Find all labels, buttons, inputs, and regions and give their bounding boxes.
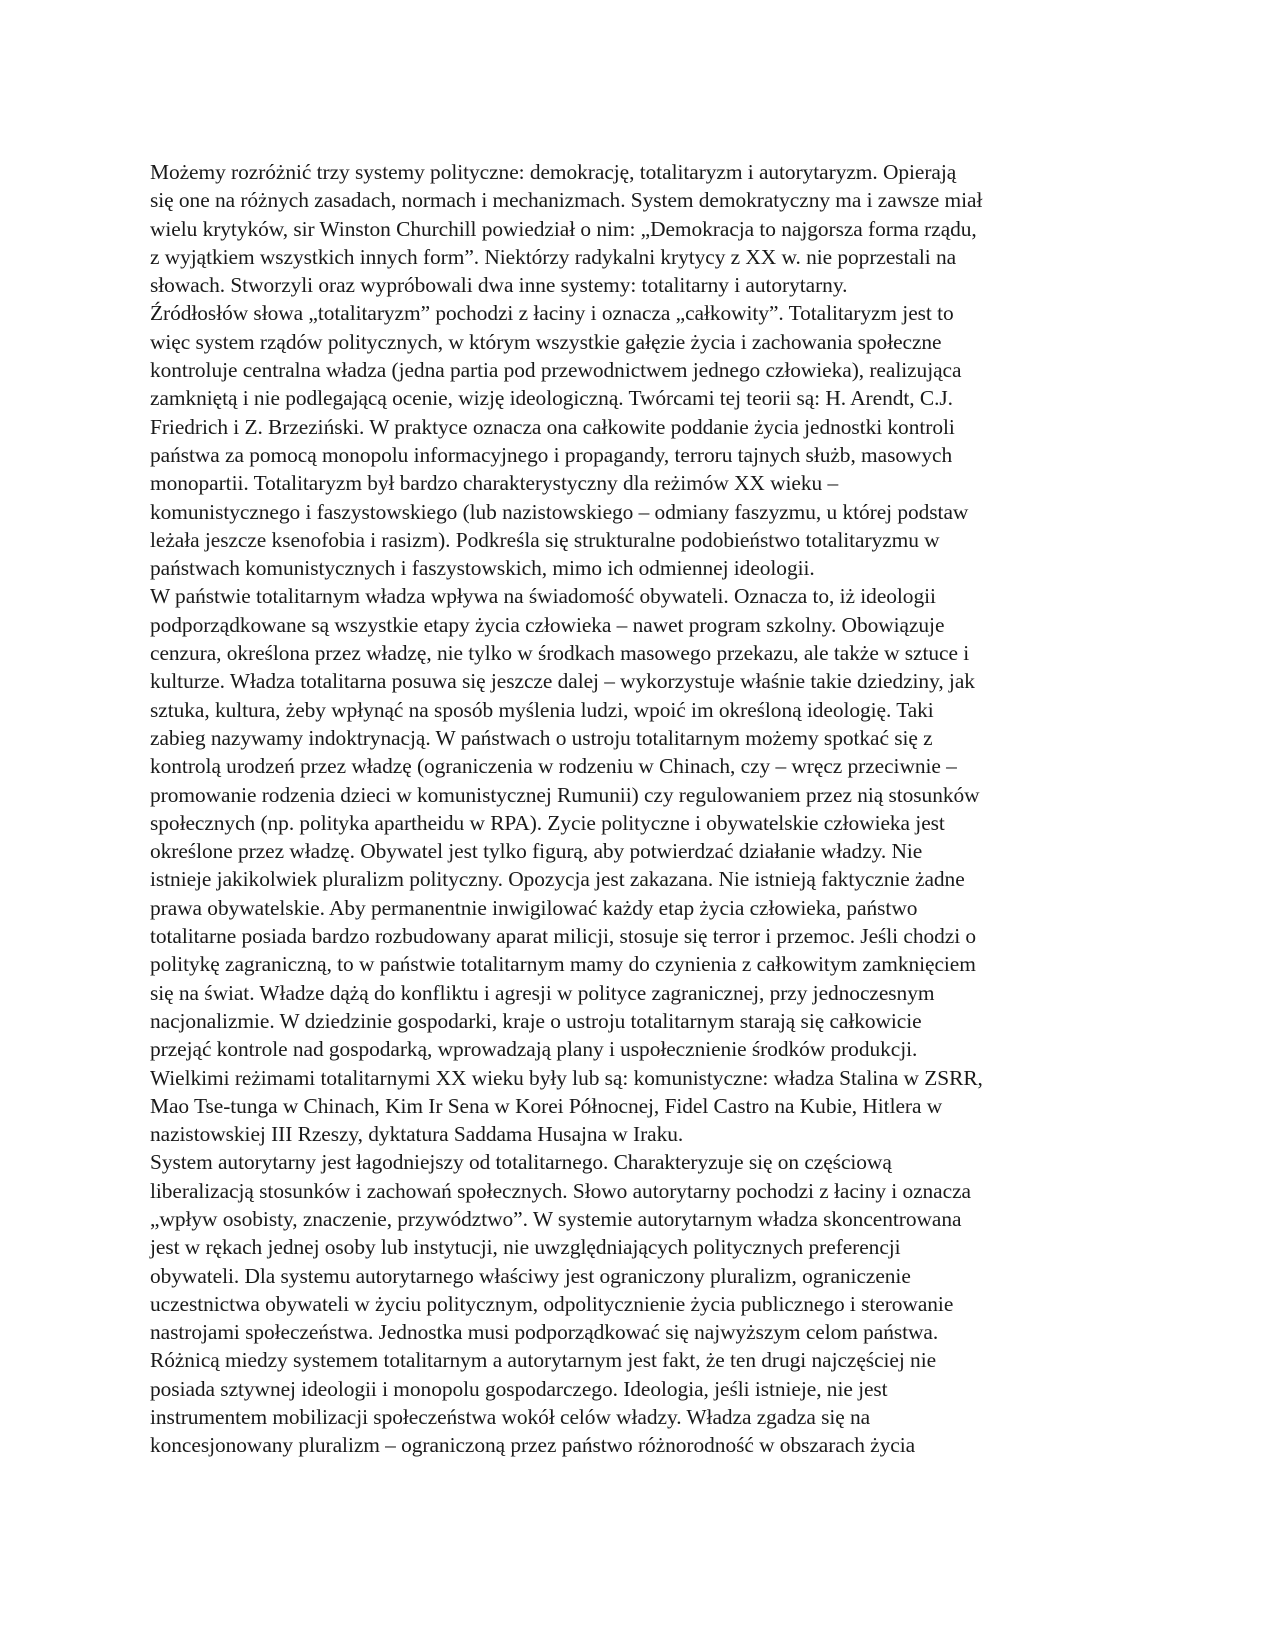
text-line: instrumentem mobilizacji społeczeństwa wokół celów władzy. Władza zgadza się na <box>150 1405 871 1430</box>
text-line: więc system rządów politycznych, w którym wszystkie gałęzie życia i zachowania społeczne <box>150 329 942 354</box>
text-line: W państwie totalitarnym władza wpływa na świadomość obywateli. Oznacza to, iż ideologii <box>150 584 936 609</box>
text-line: prawa obywatelskie. Aby permanentnie inwigilować każdy etap życia człowieka, państwo <box>150 895 918 920</box>
text-line: państwach komunistycznych i faszystowskich, mimo ich odmiennej ideologii. <box>150 556 815 581</box>
text-line: promowanie rodzenia dzieci w komunistycznej Rumunii) czy regulowaniem przez nią stosunków <box>150 782 980 807</box>
text-line: wielu krytyków, sir Winston Churchill powiedział o nim: „Demokracja to najgorsza forma rządu, <box>150 216 977 241</box>
text-line: obywateli. Dla systemu autorytarnego właściwy jest ograniczony pluralizm, ograniczenie <box>150 1263 911 1288</box>
text-line: zamkniętą i nie podlegającą ocenie, wizję ideologiczną. Twórcami tej teorii są: H. Arendt, C.J. <box>150 386 953 411</box>
text-line: określone przez władzę. Obywatel jest tylko figurą, aby potwierdzać działanie władzy. Nie <box>150 839 923 864</box>
text-line: kulturze. Władza totalitarna posuwa się jeszcze dalej – wykorzystuje właśnie takie dziedziny, jak <box>150 669 975 694</box>
text-line: Różnicą miedzy systemem totalitarnym a autorytarnym jest fakt, że ten drugi najczęściej nie <box>150 1348 937 1373</box>
text-line: przejąć kontrole nad gospodarką, wprowadzają plany i uspołecznienie środków produkcji. <box>150 1037 918 1062</box>
text-line: Mao Tse-tunga w Chinach, Kim Ir Sena w Korei Północnej, Fidel Castro na Kubie, Hitlera w <box>150 1093 943 1118</box>
text-line: nastrojami społeczeństwa. Jednostka musi podporządkować się najwyższym celom państwa. <box>150 1320 939 1345</box>
text-line: System autorytarny jest łagodniejszy od totalitarnego. Charakteryzuje się on częściową <box>150 1150 892 1175</box>
text-line: koncesjonowany pluralizm – ograniczoną przez państwo różnorodność w obszarach życia <box>150 1433 916 1458</box>
text-line: totalitarne posiada bardzo rozbudowany aparat milicji, stosuje się terror i przemoc. Jeśli chodzi o <box>150 924 977 949</box>
text-line: leżała jeszcze ksenofobia i rasizm). Podkreśla się strukturalne podobieństwo totalitaryzmu w <box>150 527 940 552</box>
text-line: nazistowskiej III Rzeszy, dyktatura Saddama Husajna w Iraku. <box>150 1122 684 1147</box>
text-line: jest w rękach jednej osoby lub instytucji, nie uwzględniających politycznych preferencji <box>150 1235 901 1260</box>
text-line: się one na różnych zasadach, normach i mechanizmach. System demokratyczny ma i zawsze miał <box>150 188 983 213</box>
text-line: posiada sztywnej ideologii i monopolu gospodarczego. Ideologia, jeśli istnieje, nie jest <box>150 1376 888 1401</box>
text-line: nacjonalizmie. W dziedzinie gospodarki, kraje o ustroju totalitarnym starają się całkowicie <box>150 1008 922 1033</box>
text-line: podporządkowane są wszystkie etapy życia człowieka – nawet program szkolny. Obowiązuje <box>150 612 945 637</box>
text-line: kontrolą urodzeń przez władzę (ograniczenia w rodzeniu w Chinach, czy – wręcz przeciwnie – <box>150 754 957 779</box>
text-line: Możemy rozróżnić trzy systemy polityczne: demokrację, totalitaryzm i autorytaryzm. Opierają <box>150 160 957 184</box>
text-line: Źródłosłów słowa „totalitaryzm” pochodzi z łaciny i oznacza „całkowity”. Totalitaryzm jest to <box>150 301 954 326</box>
text-line: istnieje jakikolwiek pluralizm polityczny. Opozycja jest zakazana. Nie istnieją faktycznie żadne <box>150 867 965 892</box>
text-line: się na świat. Władze dążą do konfliktu i agresji w polityce zagranicznej, przy jednoczesnym <box>150 980 935 1005</box>
text-line: zabieg nazywamy indoktrynacją. W państwach o ustroju totalitarnym możemy spotkać się z <box>150 725 933 750</box>
text-line: Friedrich i Z. Brzeziński. W praktyce oznacza ona całkowite poddanie życia jednostki kontroli <box>150 414 955 439</box>
text-line: sztuka, kultura, żeby wpłynąć na sposób myślenia ludzi, wpoić im określoną ideologię. Taki <box>150 697 934 722</box>
text-line: cenzura, określona przez władzę, nie tylko w środkach masowego przekazu, ale także w sztuce i <box>150 641 970 666</box>
text-line: liberalizacją stosunków i zachowań społecznych. Słowo autorytarny pochodzi z łaciny i oznacza <box>150 1178 971 1203</box>
text-line: kontroluje centralna władza (jedna partia pod przewodnictwem jednego człowieka), realizująca <box>150 358 962 383</box>
text-line: komunistycznego i faszystowskiego (lub nazistowskiego – odmiany faszyzmu, u której podstaw <box>150 499 969 524</box>
text-line: Wielkimi reżimami totalitarnymi XX wieku były lub są: komunistyczne: władza Stalina w ZSRR, <box>150 1065 983 1090</box>
text-line: „wpływ osobisty, znaczenie, przywództwo”. W systemie autorytarnym władza skoncentrowana <box>150 1206 962 1231</box>
text-line: uczestnictwa obywateli w życiu politycznym, odpolitycznienie życia publicznego i sterowanie <box>150 1291 954 1316</box>
text-line: społecznych (np. polityka apartheidu w RPA). Zycie polityczne i obywatelskie człowieka jest <box>150 810 945 835</box>
text-line: państwa za pomocą monopolu informacyjnego i propagandy, terroru tajnych służb, masowych <box>150 442 953 467</box>
document-body-text <box>150 158 1130 1460</box>
text-line: z wyjątkiem wszystkich innych form”. Niektórzy radykalni krytycy z XX w. nie poprzestali na <box>150 244 957 269</box>
text-line: politykę zagraniczną, to w państwie totalitarnym mamy do czynienia z całkowitym zamknięciem <box>150 952 976 977</box>
text-line: słowach. Stworzyli oraz wypróbowali dwa inne systemy: totalitarny i autorytarny. <box>150 273 848 298</box>
text-line: monopartii. Totalitaryzm był bardzo charakterystyczny dla reżimów XX wieku – <box>150 471 839 496</box>
